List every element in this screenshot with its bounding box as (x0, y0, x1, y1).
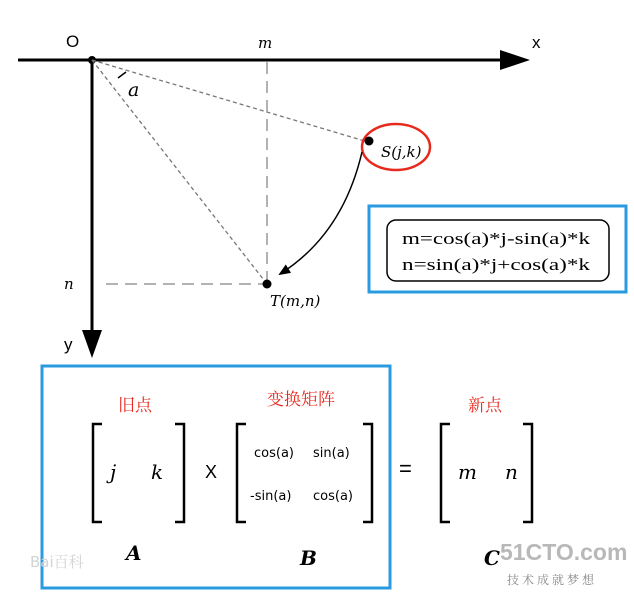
point-s (365, 137, 374, 146)
matrix-b-cell-12: sin(a) (313, 446, 350, 461)
site-watermark-sub: 技术成就梦想 (507, 573, 598, 587)
y-axis-arrow-icon (82, 330, 102, 358)
matrix-a-name: A (126, 541, 142, 565)
x-axis-arrow-icon (500, 50, 530, 70)
matrix-b-name: B (300, 546, 317, 570)
site-watermark: 51CTO.com (500, 539, 628, 565)
matrix-b-left-bracket (237, 424, 246, 522)
equals-symbol: = (399, 456, 412, 481)
matrix-c-cell-n: n (505, 460, 518, 484)
matrix-c-left-bracket (441, 424, 450, 522)
matrix-a-left-bracket (93, 424, 102, 522)
new-point-label: 新点 (468, 396, 502, 416)
matrix-b-cell-21: -sin(a) (250, 489, 292, 504)
point-s-label: S(j,k) (381, 143, 422, 161)
matrix-a-right-bracket (175, 424, 184, 522)
matrix-c-right-bracket (523, 424, 532, 522)
rotation-arrow (280, 152, 362, 274)
matrix-c-cell-m: m (458, 460, 477, 484)
times-symbol: X (205, 462, 218, 482)
angle-label: a (128, 79, 140, 101)
matrix-b-cell-11: cos(a) (254, 446, 294, 461)
origin-label: O (66, 32, 80, 51)
matrix-b-right-bracket (363, 424, 372, 522)
formula-box (369, 206, 626, 292)
baidu-watermark: Bai百科 (30, 553, 84, 571)
formula-line-2: n=sin(a)*j+cos(a)*k (402, 255, 591, 274)
matrix-a-cell-k: k (151, 460, 164, 484)
point-t-label: T(m,n) (270, 292, 321, 310)
angle-arc (118, 72, 126, 78)
matrix-c-name: C (484, 546, 500, 570)
matrix-a-cell-j: j (110, 460, 117, 484)
old-point-label: 旧点 (118, 396, 152, 416)
m-tick-label: m (258, 34, 273, 52)
ray-to-s (92, 60, 368, 142)
transform-matrix-label: 变换矩阵 (267, 390, 335, 410)
y-axis-label: y (64, 335, 73, 354)
formula-line-1: m=cos(a)*j-sin(a)*k (402, 229, 591, 248)
ray-to-t (92, 60, 267, 284)
point-t (263, 280, 272, 289)
matrix-b-cell-22: cos(a) (313, 489, 353, 504)
x-axis-label: x (532, 33, 541, 52)
n-tick-label: n (64, 275, 74, 293)
